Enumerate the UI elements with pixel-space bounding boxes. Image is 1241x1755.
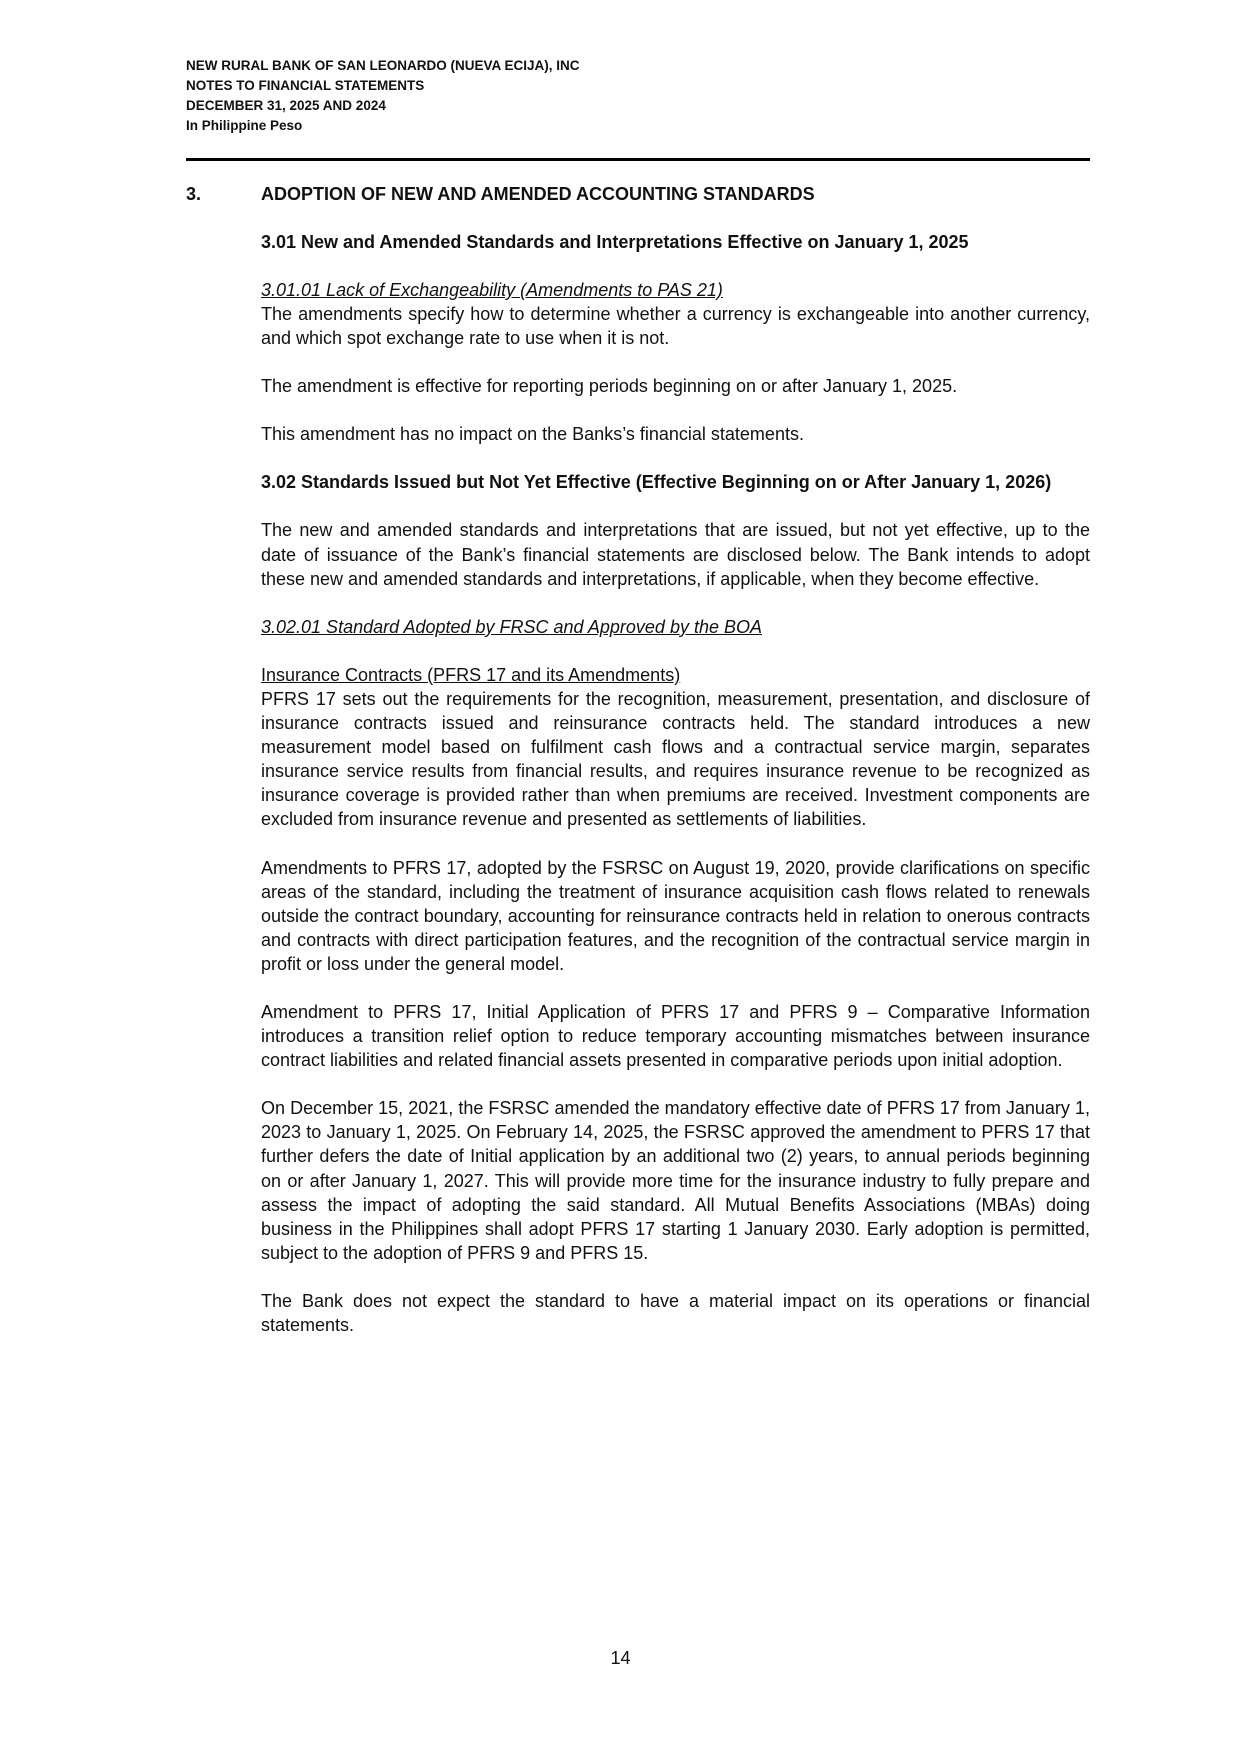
currency-note: In Philippine Peso: [186, 118, 303, 133]
insurance-contracts-title: Insurance Contracts (PFRS 17 and its Amendments): [261, 664, 681, 685]
initial-application-paragraph: Amendment to PFRS 17, Initial Application of PFRS 17 and PFRS 9 – Comparative Information introduces a transition relief option to reduce temporary accounting mismatches between insurance contract liabilities and related financial assets presented in comparative periods upon initial adoption.: [261, 1001, 1090, 1071]
impact-paragraph: This amendment has no impact on the Banks’s financial statements.: [261, 424, 804, 445]
statement-title: NOTES TO FINANCIAL STATEMENTS: [186, 78, 425, 93]
section-content: [261, 182, 1090, 1361]
subsection-30101-title: 3.01.01 Lack of Exchangeability (Amendments to PAS 21): [261, 280, 723, 300]
company-name: NEW RURAL BANK OF SAN LEONARDO (NUEVA ECIJA), INC: [186, 58, 580, 73]
subsection-30201-title: [261, 615, 1090, 639]
subsection-302-intro: The new and amended standards and interpretations that are issued, but not yet effective, up to the date of issuance of the Bank’s financial statements are disclosed below. The Bank intends to adopt these new and amended standards and interpretations, if applicable, when they become effective.: [261, 520, 1090, 589]
effective-date-deferral-paragraph: On December 15, 2021, the FSRSC amended the mandatory effective date of PFRS 17 from January 1, 2023 to January 1, 2025. On February 14, 2025, the FSRSC approved the amendment to PFRS 17 that further defers the date of Initial application by an additional two (2) years, to annual periods beginning on or after January 1, 2027. This will provide more time for the insurance industry to fully prepare and assess the impact of adopting the said standard. All Mutual Benefits Associations (MBAs) doing business in the Philippines shall adopt PFRS 17 starting 1 January 2030. Early adoption is permitted, subject to the adoption of PFRS 9 and PFRS 15.: [261, 1098, 1090, 1263]
section-number: 3.: [186, 184, 202, 204]
subsection-30201-title-text: 3.02.01 Standard Adopted by FRSC and Approved by the BOA: [261, 616, 762, 637]
subsection-302-heading: 3.02 Standards Issued but Not Yet Effective (Effective Beginning on or After January 1, 2026): [261, 472, 1052, 493]
subsection-301-heading: 3.01 New and Amended Standards and Interpretations Effective on January 1, 2025: [261, 232, 969, 252]
section-title: ADOPTION OF NEW AND AMENDED ACCOUNTING STANDARDS: [261, 184, 815, 204]
effective-date-paragraph: The amendment is effective for reporting periods beginning on or after January 1, 2025.: [261, 376, 958, 397]
header-divider: [186, 158, 1090, 161]
insurance-contracts-block: [261, 663, 1090, 832]
subsection-30101: [261, 278, 1090, 350]
amendments-paragraph: Amendments to PFRS 17, adopted by the FSRSC on August 19, 2020, provide clarifications on specific areas of the standard, including the treatment of insurance acquisition cash flows related to renewals outside the contract boundary, accounting for reinsurance contracts held in relation to onerous contracts and contracts with direct participation features, and the recognition of the contractual service margin in profit or loss under the general model.: [261, 857, 1090, 974]
insurance-contracts-paragraph: PFRS 17 sets out the requirements for the recognition, measurement, presentation, and disclosure of insurance contracts issued and reinsurance contracts held. The standard introduces a new measurement model based on fulfilment cash flows and a contractual service margin, separates insurance service results from financial results, and requires insurance revenue to be recognized as insurance coverage is provided rather than when premiums are received. Investment components are excluded from insurance revenue and presented as settlements of liabilities.: [261, 688, 1090, 830]
statement-date: DECEMBER 31, 2025 AND 2024: [186, 98, 386, 113]
page-number: 14: [610, 1648, 631, 1668]
document-header: [186, 56, 580, 136]
subsection-30101-paragraph: The amendments specify how to determine whether a currency is exchangeable into another currency, and which spot exchange rate to use when it is not.: [261, 304, 1090, 349]
bank-expectation-paragraph: The Bank does not expect the standard to have a material impact on its operations or financial statements.: [261, 1290, 1090, 1335]
